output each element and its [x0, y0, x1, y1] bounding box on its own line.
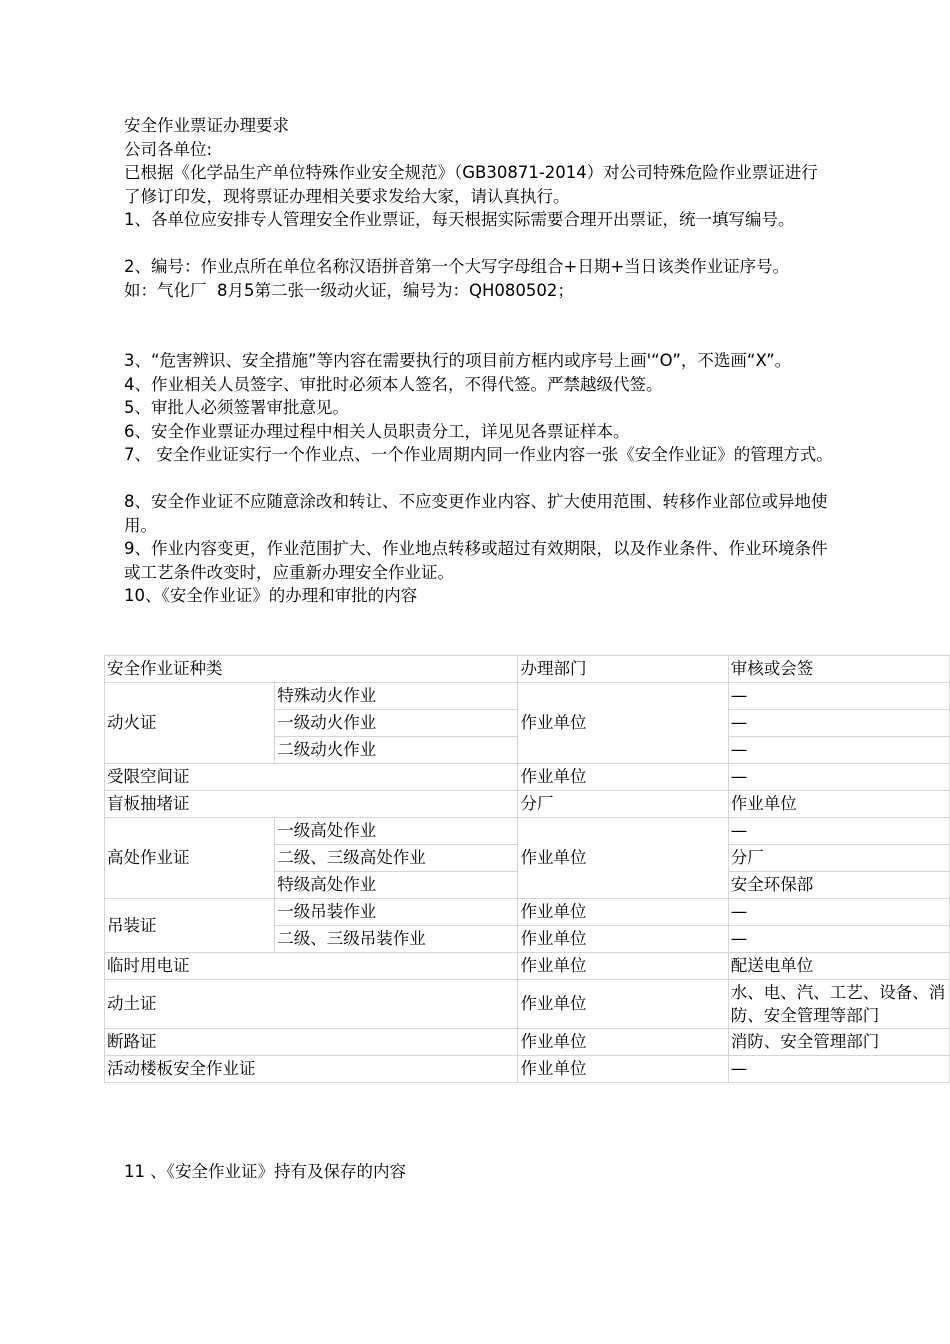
permit-name: 高处作业证 — [105, 818, 275, 899]
permit-review: — — [728, 926, 949, 953]
requirement-11: 11 、《安全作业证》持有及保存的内容 — [124, 1162, 406, 1181]
table-header-row — [105, 656, 950, 683]
permit-name: 临时用电证 — [105, 953, 518, 980]
permit-dept: 作业单位 — [518, 926, 728, 953]
permit-subtype: 一级动火作业 — [275, 710, 518, 737]
table-row — [105, 791, 950, 818]
requirement-5: 5、审批人必须签署审批意见。 — [124, 398, 349, 417]
permit-name: 动土证 — [105, 980, 518, 1029]
permit-subtype: 二级、三级高处作业 — [275, 845, 518, 872]
permit-review: — — [728, 899, 949, 926]
permit-dept: 分厂 — [518, 791, 728, 818]
permit-review: 消防、安全管理部门 — [728, 1029, 949, 1056]
table-row — [105, 683, 950, 710]
header-dept: 办理部门 — [518, 656, 728, 683]
intro-paragraph: 已根据《化学品生产单位特殊作业安全规范》（GB30871-2014）对公司特殊危险作业票证进行了修订印发，现将票证办理相关要求发给大家，请认真执行。 — [124, 163, 818, 206]
requirement-6: 6、安全作业票证办理过程中相关人员职责分工，详见见各票证样本。 — [124, 422, 630, 441]
permit-name: 受限空间证 — [105, 764, 518, 791]
permit-review: 水、电、汽、工艺、设备、消防、安全管理等部门 — [728, 980, 949, 1029]
table-row — [105, 764, 950, 791]
permit-review: 分厂 — [728, 845, 949, 872]
permit-name: 断路证 — [105, 1029, 518, 1056]
document-title: 安全作业票证办理要求 — [124, 116, 289, 135]
header-review: 审核或会签 — [728, 656, 949, 683]
permit-subtype: 特殊动火作业 — [275, 683, 518, 710]
permit-subtype: 特级高处作业 — [275, 872, 518, 899]
requirement-1: 1、各单位应安排专人管理安全作业票证，每天根据实际需要合理开出票证，统一填写编号。 — [124, 210, 795, 229]
permit-dept: 作业单位 — [518, 1029, 728, 1056]
permit-subtype: 二级、三级吊装作业 — [275, 926, 518, 953]
requirement-4: 4、作业相关人员签字、审批时必须本人签名，不得代签。严禁越级代签。 — [124, 375, 663, 394]
permit-review: 配送电单位 — [728, 953, 949, 980]
permit-review: 安全环保部 — [728, 872, 949, 899]
permit-dept: 作业单位 — [518, 980, 728, 1029]
permit-review: — — [728, 1056, 949, 1083]
requirement-2: 2、编号：作业点所在单位名称汉语拼音第一个大写字母组合+日期+当日该类作业证序号。 — [124, 257, 790, 276]
permit-review: — — [728, 683, 949, 710]
requirement-2-example: 如：气化厂 8月5第二张一级动火证，编号为：QH080502； — [124, 281, 574, 300]
permit-name: 活动楼板安全作业证 — [105, 1056, 518, 1083]
table-row — [105, 953, 950, 980]
permit-review: — — [728, 710, 949, 737]
permit-table — [104, 655, 950, 1083]
permit-name: 动火证 — [105, 683, 275, 764]
requirement-8: 8、安全作业证不应随意涂改和转让、不应变更作业内容、扩大使用范围、转移作业部位或异地使用。 — [124, 492, 828, 535]
permit-name: 吊装证 — [105, 899, 275, 953]
requirement-10: 10、《安全作业证》的办理和审批的内容 — [124, 586, 418, 605]
table-row — [105, 1029, 950, 1056]
header-type: 安全作业证种类 — [105, 656, 518, 683]
table-row — [105, 899, 950, 926]
permit-dept: 作业单位 — [518, 764, 728, 791]
permit-review: — — [728, 737, 949, 764]
table-row — [105, 1056, 950, 1083]
salutation: 公司各单位: — [124, 140, 213, 159]
requirement-3: 3、“危害辨识、安全措施”等内容在需要执行的项目前方框内或序号上画'“O”，不选画“X”。 — [124, 351, 792, 370]
permit-name: 盲板抽堵证 — [105, 791, 518, 818]
permit-dept: 作业单位 — [518, 953, 728, 980]
permit-review: — — [728, 764, 949, 791]
permit-subtype: 一级吊装作业 — [275, 899, 518, 926]
table-row — [105, 980, 950, 1029]
permit-dept: 作业单位 — [518, 683, 728, 764]
table-row — [105, 818, 950, 845]
permit-dept: 作业单位 — [518, 818, 728, 899]
requirement-7: 7、 安全作业证实行一个作业点、一个作业周期内同一作业内容一张《安全作业证》的管理方式。 — [124, 445, 833, 464]
permit-dept: 作业单位 — [518, 1056, 728, 1083]
permit-review: 作业单位 — [728, 791, 949, 818]
permit-dept: 作业单位 — [518, 899, 728, 926]
permit-review: — — [728, 818, 949, 845]
requirement-9: 9、作业内容变更，作业范围扩大、作业地点转移或超过有效期限，以及作业条件、作业环境条件或工艺条件改变时，应重新办理安全作业证。 — [124, 539, 828, 582]
permit-subtype: 二级动火作业 — [275, 737, 518, 764]
permit-subtype: 一级高处作业 — [275, 818, 518, 845]
